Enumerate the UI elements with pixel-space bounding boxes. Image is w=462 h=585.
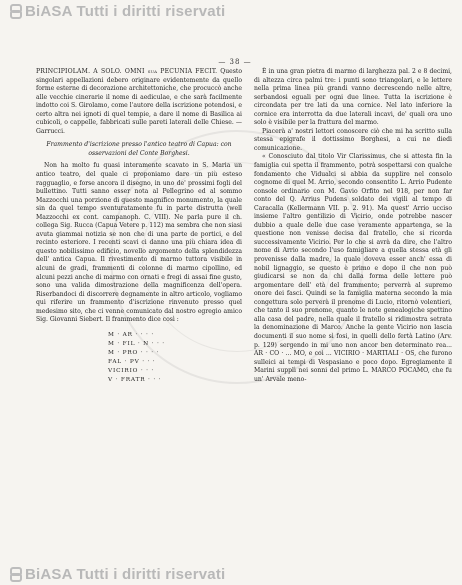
biasa-logo-icon bbox=[8, 4, 20, 18]
inscription-line: M · FIL · N · · · bbox=[108, 340, 165, 347]
inscription-line: VICIRIO · · · bbox=[108, 367, 155, 374]
watermark-banner-bottom bbox=[0, 565, 462, 583]
right-column bbox=[254, 68, 452, 384]
right-paragraph-3: « Conosciuto dal titolo Vir Clarissimus, che si attesta fin la famiglia cui spetta il frammento, potrà sospettarsi con qualche fondamento che Vidualci si abbia da supplire nel consolo cognome di quel M. Arrio, secondo consentito L. Arrio Pudente console ordinario con M. Gavio Orfito nel 918, per non far conto del Q. Arrius Pudens soldato dei vigili al tempo di Caracalla (Kellermann VII. p. 2. 91). Ma quest' Arrio ucciso insieme l'altro gentilizio di Vicirio, onde potrebbe nascer dubbio a quale delle due case veramente appartenga, se la questione non venisse decisa dal fratello, che si ricorda successivamente Vicirio. Per lo che si avrà da dire, che l'altro nome di Arrio secondo l'uso famigliare a quella stessa età gli provenisse dalla madre, la quale doveva esser anch' essa di nobil lignaggio, se questo è primo e dopo il che non può giudicarsi se non da chi dalla forma delle lettere può argomentare dell' età del frammento; perverrà al supremo onore dei fasci. Quindi se la famiglia materna secondo la mia congettura solo perverà il prenome di Lucio, ritornò volentieri, che tanto il suo prenome, quanto le note genealogiche spettino alla casa del padre, nella quale il fratello si ridimostra setrata la denominazione di Marco. Anche la gente Vicirio non lascia documenti il suo nome sì fosi, in quelli dello fertà Latino (Arv. p. 129) sergendo in mi uno non ancor ben determinato rea... AR · CO · ... MO, e coi ... VICIRIO · MARTIALI · OS, che furono sulleici ai tempi di Vespasiano e poco dopo. Egregiamente il Marini supplì nei sonni del primo L. MARCO POCAMO, che fu un' Arvale meno- bbox=[254, 153, 452, 383]
right-paragraph-2: Piacerà a' nostri lettori conoscere ciò che mi ha scritto sulla stessa epigrafe il dottissimo Borghesi, a cui ne diedi comunicazione. bbox=[254, 127, 452, 152]
left-paragraph-1 bbox=[36, 68, 242, 136]
left-column bbox=[36, 68, 242, 385]
right-paragraph-1: È in una gran pietra di marmo di larghezza pal. 2 e 8 decimi, di altezza circa palmi tre: i punti sono triangolari, e le lettere nella prima linea più grandi vanno decrescendo nelle altre, serbandosi eguali per ogni due linee. Tutta la iscrizione è circondata per tre lati da una cornice. Nel lato inferiore la cornice era interrotta da due laterali incavi, de' quali ora uno solo è visibile per la frattura del marmo. bbox=[254, 68, 452, 127]
inscription-line: M · PRO · · · · bbox=[108, 349, 160, 356]
left-paragraph-2: Non ha molto fu quasi interamente scavato in S. Maria un antico teatro, del quale ci proponiamo dare un più esteso ragguaglio, e forse ancora il disegno, in uno de' prossimi fogli del bullettino. Tutti sanno esser nota al Pellegrino ed al sommo Mazzocchi una porzione di questo magnifico monumento, la quale sin da quel tempo sventuratamente fu in parte distrutta (well Mazzocchi ex cont. campanoph. C. VIII). Ne parla pure il ch. collega Sig. Rucca (Capua Vetere p. 112) ma sembra che non siasi avuta giammai notizia se non che di una parte de portici, e del recinto esteriore. I recenti scavi ci danno una più chiara idea di questo nobilissimo edificio, novello argomento della splendidezza dell' antica Capua. Il rivestimento di marmo tuttora visibile in alcuni de gradi, frammenti di colonne di marmo cipollino, ed alcuni pezzi anche di marmo con ornati e fregi di assai fine gusto, sono una valida dimostrazione della magnificenza dell'opera. Riserbandoci di discorrere degnamente in altro articolo, vogliamo qui riferire un frammento d'iscrizione rinvenuto presso quel medesimo sito, che ci venne comunicato dal nostro egregio amico Sig. Giovanni Siebert. Il frammento dice così : bbox=[36, 162, 242, 324]
inscription-quote: PRINCIPIOLAM. A SOLO. OMNI sua PECUNIA FECIT. bbox=[36, 68, 218, 75]
section-caption: Frammento d'iscrizione presso l'antico teatro di Capua: con osservazioni del Conte Borghesi. bbox=[46, 141, 232, 157]
inscription-line: V · FRATR · · · bbox=[108, 376, 162, 383]
biasa-logo-icon bbox=[8, 567, 20, 581]
banner-text-top: BiASA Tutti i diritti riservati bbox=[25, 2, 226, 20]
left-paragraph-1-text: Questo singolari appellazioni debero originare evidentemente da quello forme esterne di decorazione architettoniche, che procuccò anche alle vecchie cinerarie il nome di aediculae, e che sarà facilmente indotto coi S. Girolamo, come l'autore della iscrizione potendosi, e certo altra nei ignoti di quel tempie, a dare il nome di Basilica ai cubicoli, o cappelle, fabbricati sulle pareti laterali delle Chiese. — Garrucci. bbox=[36, 68, 242, 135]
banner-text-bottom: BiASA Tutti i diritti riservati bbox=[25, 565, 226, 583]
inscription-fragment bbox=[108, 331, 242, 385]
inscription-line: FAL · PV · · · bbox=[108, 358, 156, 365]
inscription-line: M · AR · · · · bbox=[108, 331, 154, 338]
watermark-banner-top bbox=[0, 2, 462, 20]
page-number: — 38 — bbox=[218, 58, 252, 66]
